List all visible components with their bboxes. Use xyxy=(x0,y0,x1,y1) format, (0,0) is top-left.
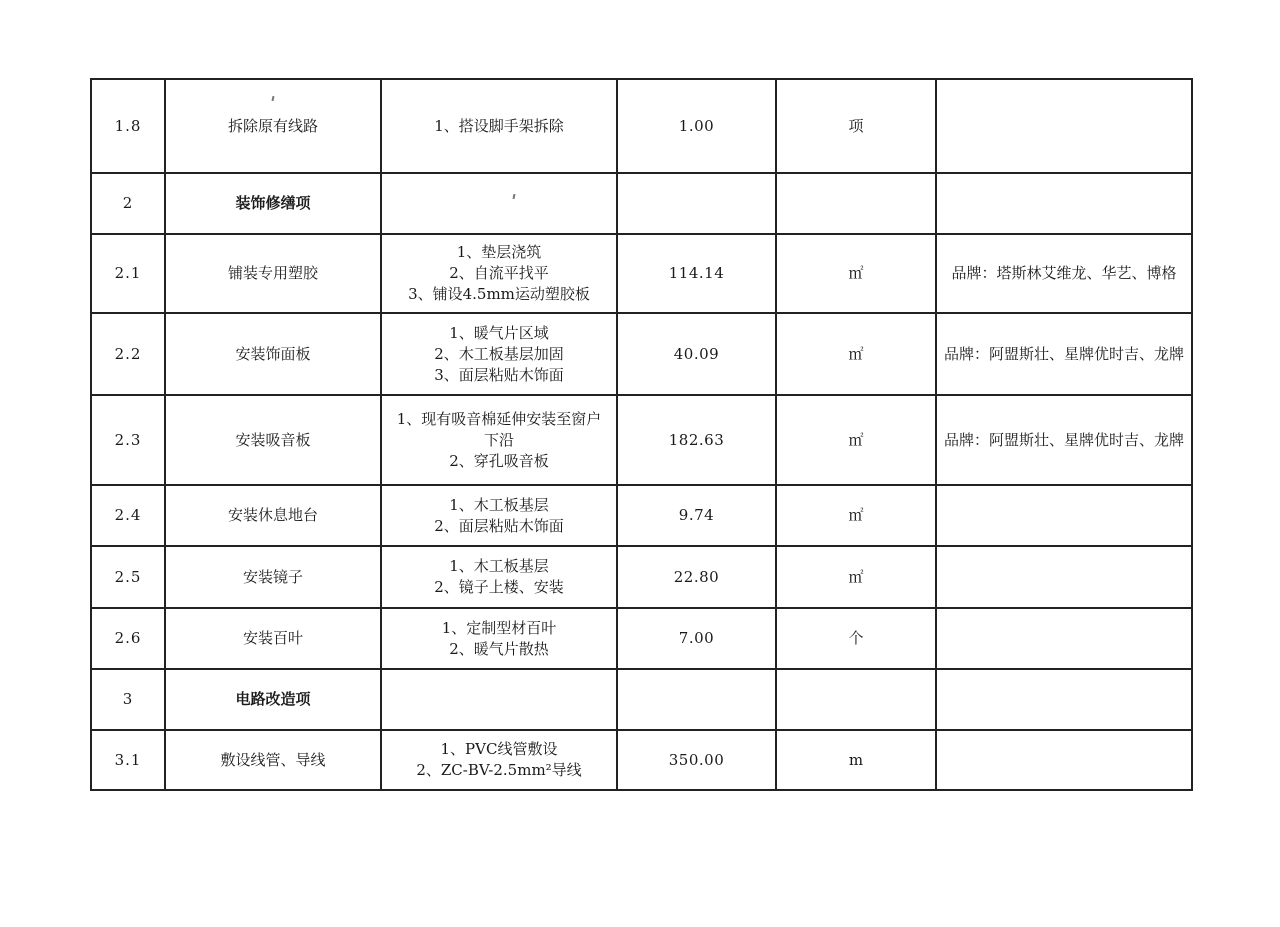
quantity-cell: 1.00 xyxy=(617,79,776,173)
quantity-cell: 114.14 xyxy=(617,234,776,313)
item-name-cell: 铺装专用塑胶 xyxy=(165,234,381,313)
description-line: 1、木工板基层 xyxy=(449,557,549,575)
section-title-cell: 电路改造项 xyxy=(165,669,381,730)
remark-cell xyxy=(936,79,1192,173)
item-name-cell: 安装饰面板 xyxy=(165,313,381,395)
description-line: 1、暖气片区域 xyxy=(449,323,549,342)
table-row xyxy=(91,79,1192,173)
description-line: 2、穿孔吸音板 xyxy=(449,451,549,470)
description-line: 2、面层粘贴木饰面 xyxy=(434,516,564,535)
item-description-cell xyxy=(381,395,617,485)
unit-cell: 项 xyxy=(776,79,936,173)
description-line: 1、垫层浇筑 xyxy=(456,243,542,261)
item-name-cell: 安装吸音板 xyxy=(165,395,381,485)
section-title-cell: 装饰修缮项 xyxy=(165,173,381,234)
item-description-cell xyxy=(381,669,617,730)
item-number-cell: 2.3 xyxy=(91,395,165,485)
item-description-cell xyxy=(381,730,617,790)
description-line: 1、PVC线管敷设 xyxy=(440,740,558,758)
description-line: 1、木工板基层 xyxy=(449,495,549,514)
description-line: 3、面层粘贴木饰面 xyxy=(434,365,564,384)
item-number-cell: 3.1 xyxy=(91,730,165,790)
description-line: 2、ZC-BV-2.5mm²导线 xyxy=(416,761,582,779)
description-line: 下沿 xyxy=(483,430,514,449)
item-name-cell: 拆除原有线路 xyxy=(165,79,381,173)
item-number-cell: 3 xyxy=(91,669,165,730)
quantity-cell: 182.63 xyxy=(617,395,776,485)
item-name-cell: 安装休息地台 xyxy=(165,485,381,546)
quantity-cell: 7.00 xyxy=(617,608,776,669)
remark-cell xyxy=(936,485,1192,546)
item-number-cell: 2.4 xyxy=(91,485,165,546)
quantity-cell xyxy=(617,173,776,234)
item-description-cell xyxy=(381,173,617,234)
item-description-cell xyxy=(381,546,617,608)
description-line: 2、镜子上楼、安装 xyxy=(434,578,564,596)
item-number-cell: 2.6 xyxy=(91,608,165,669)
remark-cell xyxy=(936,546,1192,608)
description-line: 1、现有吸音棉延伸安装至窗户 xyxy=(396,409,602,428)
quantity-cell: 40.09 xyxy=(617,313,776,395)
item-name-cell: 安装百叶 xyxy=(165,608,381,669)
unit-cell: ㎡ xyxy=(776,313,936,395)
remark-cell: 品牌：塔斯林艾维龙、华艺、博格 xyxy=(936,234,1192,313)
unit-cell: ㎡ xyxy=(776,395,936,485)
item-number-cell: 2.1 xyxy=(91,234,165,313)
description-line: 3、铺设4.5mm运动塑胶板 xyxy=(408,285,590,303)
section-row xyxy=(91,173,1192,234)
remark-cell xyxy=(936,669,1192,730)
item-description-cell xyxy=(381,608,617,669)
table-row xyxy=(91,608,1192,669)
table-row xyxy=(91,485,1192,546)
remark-cell xyxy=(936,730,1192,790)
remark-cell xyxy=(936,608,1192,669)
item-name-cell: 敷设线管、导线 xyxy=(165,730,381,790)
table-row xyxy=(91,313,1192,395)
unit-cell: ㎡ xyxy=(776,234,936,313)
unit-cell xyxy=(776,669,936,730)
quantity-cell: 9.74 xyxy=(617,485,776,546)
unit-cell: ㎡ xyxy=(776,546,936,608)
remark-cell xyxy=(936,173,1192,234)
item-description-cell xyxy=(381,79,617,173)
table-row xyxy=(91,730,1192,790)
item-number-cell: 2.2 xyxy=(91,313,165,395)
item-description-cell xyxy=(381,234,617,313)
table-row xyxy=(91,546,1192,608)
table-body xyxy=(91,79,1192,790)
item-number-cell: 2.5 xyxy=(91,546,165,608)
description-line: 2、木工板基层加固 xyxy=(434,344,564,363)
table-row xyxy=(91,395,1192,485)
table-row xyxy=(91,234,1192,313)
bill-of-quantities-table xyxy=(90,78,1193,791)
unit-cell xyxy=(776,173,936,234)
remark-cell: 品牌：阿盟斯壮、星牌优时吉、龙牌 xyxy=(936,313,1192,395)
quantity-cell xyxy=(617,669,776,730)
item-number-cell: 2 xyxy=(91,173,165,234)
item-description-cell xyxy=(381,313,617,395)
section-row xyxy=(91,669,1192,730)
item-name-cell: 安装镜子 xyxy=(165,546,381,608)
unit-cell: 个 xyxy=(776,608,936,669)
description-line: 1、搭设脚手架拆除 xyxy=(434,116,564,135)
description-line: 2、暖气片散热 xyxy=(449,639,549,658)
unit-cell: ㎡ xyxy=(776,485,936,546)
item-description-cell xyxy=(381,485,617,546)
quantity-cell: 22.80 xyxy=(617,546,776,608)
description-line: 1、定制型材百叶 xyxy=(441,618,557,637)
unit-cell: m xyxy=(776,730,936,790)
description-line: 2、自流平找平 xyxy=(449,264,549,282)
remark-cell: 品牌：阿盟斯壮、星牌优时吉、龙牌 xyxy=(936,395,1192,485)
quantity-cell: 350.00 xyxy=(617,730,776,790)
item-number-cell: 1.8 xyxy=(91,79,165,173)
